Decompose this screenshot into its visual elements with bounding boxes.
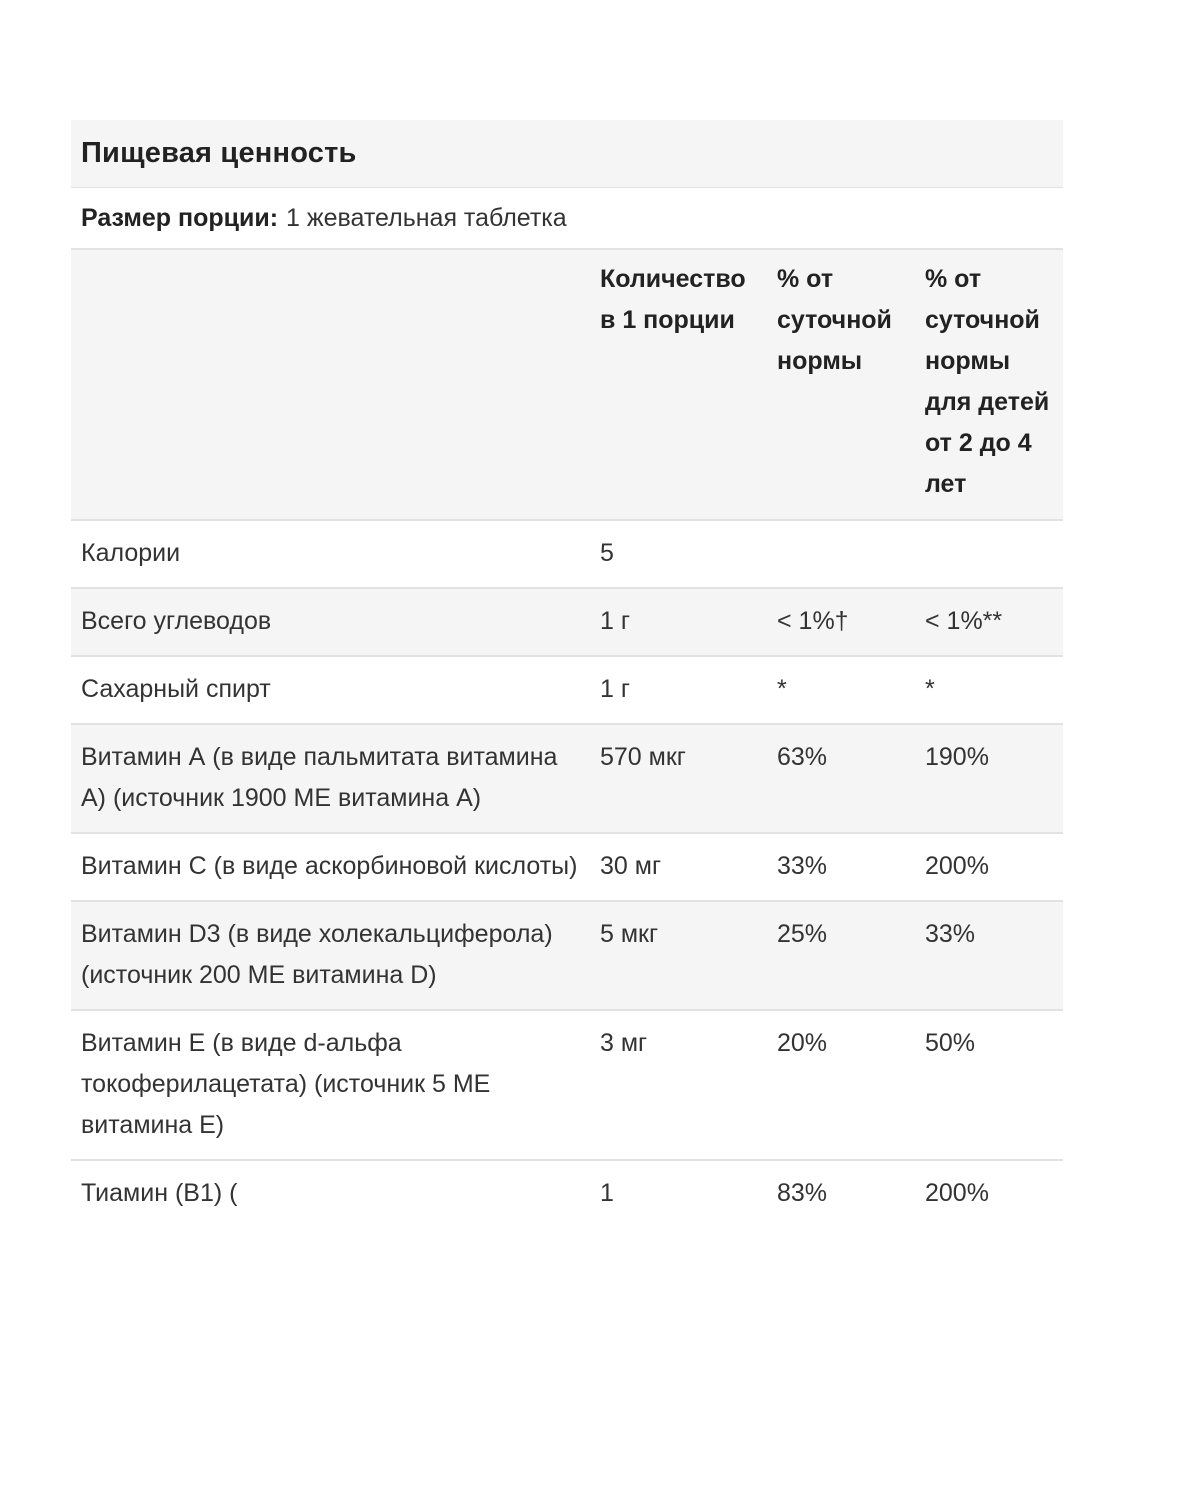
header-amount: Количество в 1 порции: [590, 250, 767, 520]
nutrient-amount: 5: [590, 520, 767, 588]
nutrition-table: [71, 250, 1063, 1212]
nutrient-dv-kids: 200%: [915, 1160, 1063, 1212]
table-row: [71, 833, 1063, 901]
nutrient-amount: 1 г: [590, 588, 767, 656]
nutrient-name: Калории: [71, 520, 590, 588]
nutrient-dv: 33%: [767, 833, 915, 901]
nutrient-dv-kids: 33%: [915, 901, 1063, 1010]
nutrient-dv: 63%: [767, 724, 915, 833]
serving-size-row: [71, 188, 1063, 250]
nutrient-dv-kids: [915, 520, 1063, 588]
nutrient-name: Витамин Е (в виде d-альфа токоферилацетата) (источник 5 МЕ витамина Е): [71, 1010, 590, 1160]
nutrient-dv: [767, 520, 915, 588]
nutrient-name: Сахарный спирт: [71, 656, 590, 724]
serving-size-value: 1 жевательная таблетка: [286, 203, 567, 232]
nutrient-dv: 25%: [767, 901, 915, 1010]
header-daily-value: % от суточной нормы: [767, 250, 915, 520]
nutrient-dv-kids: *: [915, 656, 1063, 724]
nutrition-facts-panel: [71, 120, 1063, 1212]
serving-size-label: Размер порции:: [81, 203, 279, 232]
nutrient-name: Тиамин (B1) (: [71, 1160, 590, 1212]
nutrient-dv: 20%: [767, 1010, 915, 1160]
table-row: [71, 520, 1063, 588]
nutrient-amount: 3 мг: [590, 1010, 767, 1160]
nutrient-amount: 570 мкг: [590, 724, 767, 833]
nutrient-dv-kids: 190%: [915, 724, 1063, 833]
panel-title: Пищевая ценность: [81, 137, 357, 169]
nutrient-amount: 1 г: [590, 656, 767, 724]
table-header-row: [71, 250, 1063, 520]
nutrient-amount: 5 мкг: [590, 901, 767, 1010]
nutrient-name: Витамин А (в виде пальмитата витамина А) (источник 1900 МЕ витамина А): [71, 724, 590, 833]
header-daily-value-kids: % от суточной нормы для детей от 2 до 4 лет: [915, 250, 1063, 520]
nutrient-dv: 83%: [767, 1160, 915, 1212]
nutrient-name: Витамин С (в виде аскорбиновой кислоты): [71, 833, 590, 901]
nutrient-dv: *: [767, 656, 915, 724]
table-row: [71, 1010, 1063, 1160]
table-row: [71, 901, 1063, 1010]
table-row: [71, 656, 1063, 724]
header-nutrient: [71, 250, 590, 520]
table-row: [71, 588, 1063, 656]
panel-header: [71, 120, 1063, 188]
nutrient-amount: 1: [590, 1160, 767, 1212]
nutrient-amount: 30 мг: [590, 833, 767, 901]
nutrient-dv-kids: < 1%**: [915, 588, 1063, 656]
nutrient-name: Витамин D3 (в виде холекальциферола) (источник 200 МЕ витамина D): [71, 901, 590, 1010]
table-row: [71, 724, 1063, 833]
nutrient-dv-kids: 50%: [915, 1010, 1063, 1160]
nutrient-dv-kids: 200%: [915, 833, 1063, 901]
table-row: [71, 1160, 1063, 1212]
nutrient-name: Всего углеводов: [71, 588, 590, 656]
nutrient-dv: < 1%†: [767, 588, 915, 656]
